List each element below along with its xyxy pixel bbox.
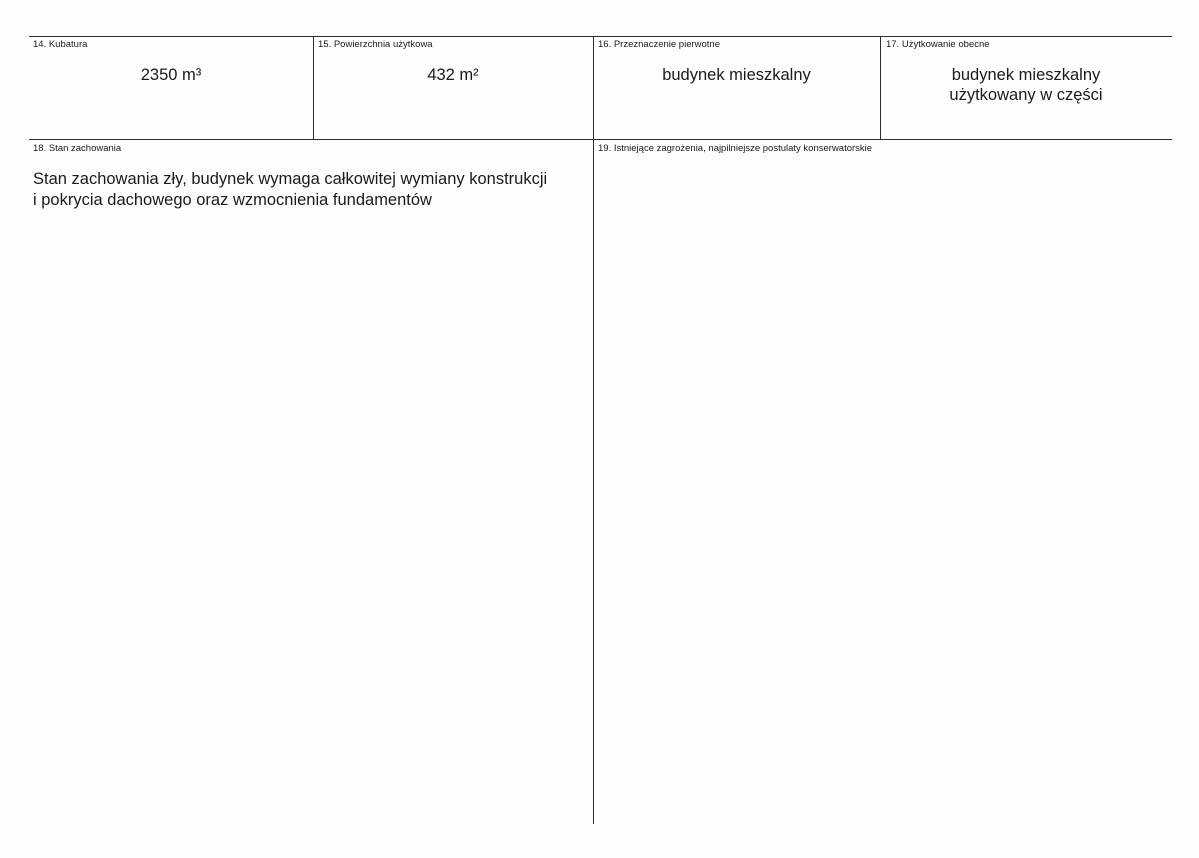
- przeznaczenie-label: 16. Przeznaczenie pierwotne: [598, 39, 720, 50]
- uzytkowanie-value: [880, 65, 1172, 105]
- uzytkowanie-value-line: budynek mieszkalny: [951, 66, 1101, 84]
- divider-col-2: [593, 36, 594, 824]
- stan-zachowania-text: [33, 169, 589, 211]
- stan-zachowania-line: i pokrycia dachowego oraz wzmocnienia fundamentów: [33, 191, 432, 209]
- zagrozenia-label: 19. Istniejące zagrożenia, najpilniejsze postulaty konserwatorskie: [598, 143, 873, 154]
- powierzchnia-value: 432 m²: [427, 66, 479, 84]
- kubatura-label: 14. Kubatura: [33, 39, 88, 50]
- przeznaczenie-value: budynek mieszkalny: [662, 66, 811, 84]
- row-divider: [29, 139, 1172, 140]
- divider-col-1: [313, 36, 314, 139]
- uzytkowanie-label: 17. Użytkowanie obecne: [886, 39, 990, 50]
- stan-zachowania-label: 18. Stan zachowania: [33, 143, 122, 154]
- kubatura-value: 2350 m³: [140, 66, 202, 84]
- uzytkowanie-value-line: użytkowany w części: [949, 86, 1103, 104]
- top-border: [29, 36, 1172, 37]
- stan-zachowania-line: Stan zachowania zły, budynek wymaga całkowitej wymiany konstrukcji: [33, 170, 548, 188]
- powierzchnia-label: 15. Powierzchnia użytkowa: [318, 39, 433, 50]
